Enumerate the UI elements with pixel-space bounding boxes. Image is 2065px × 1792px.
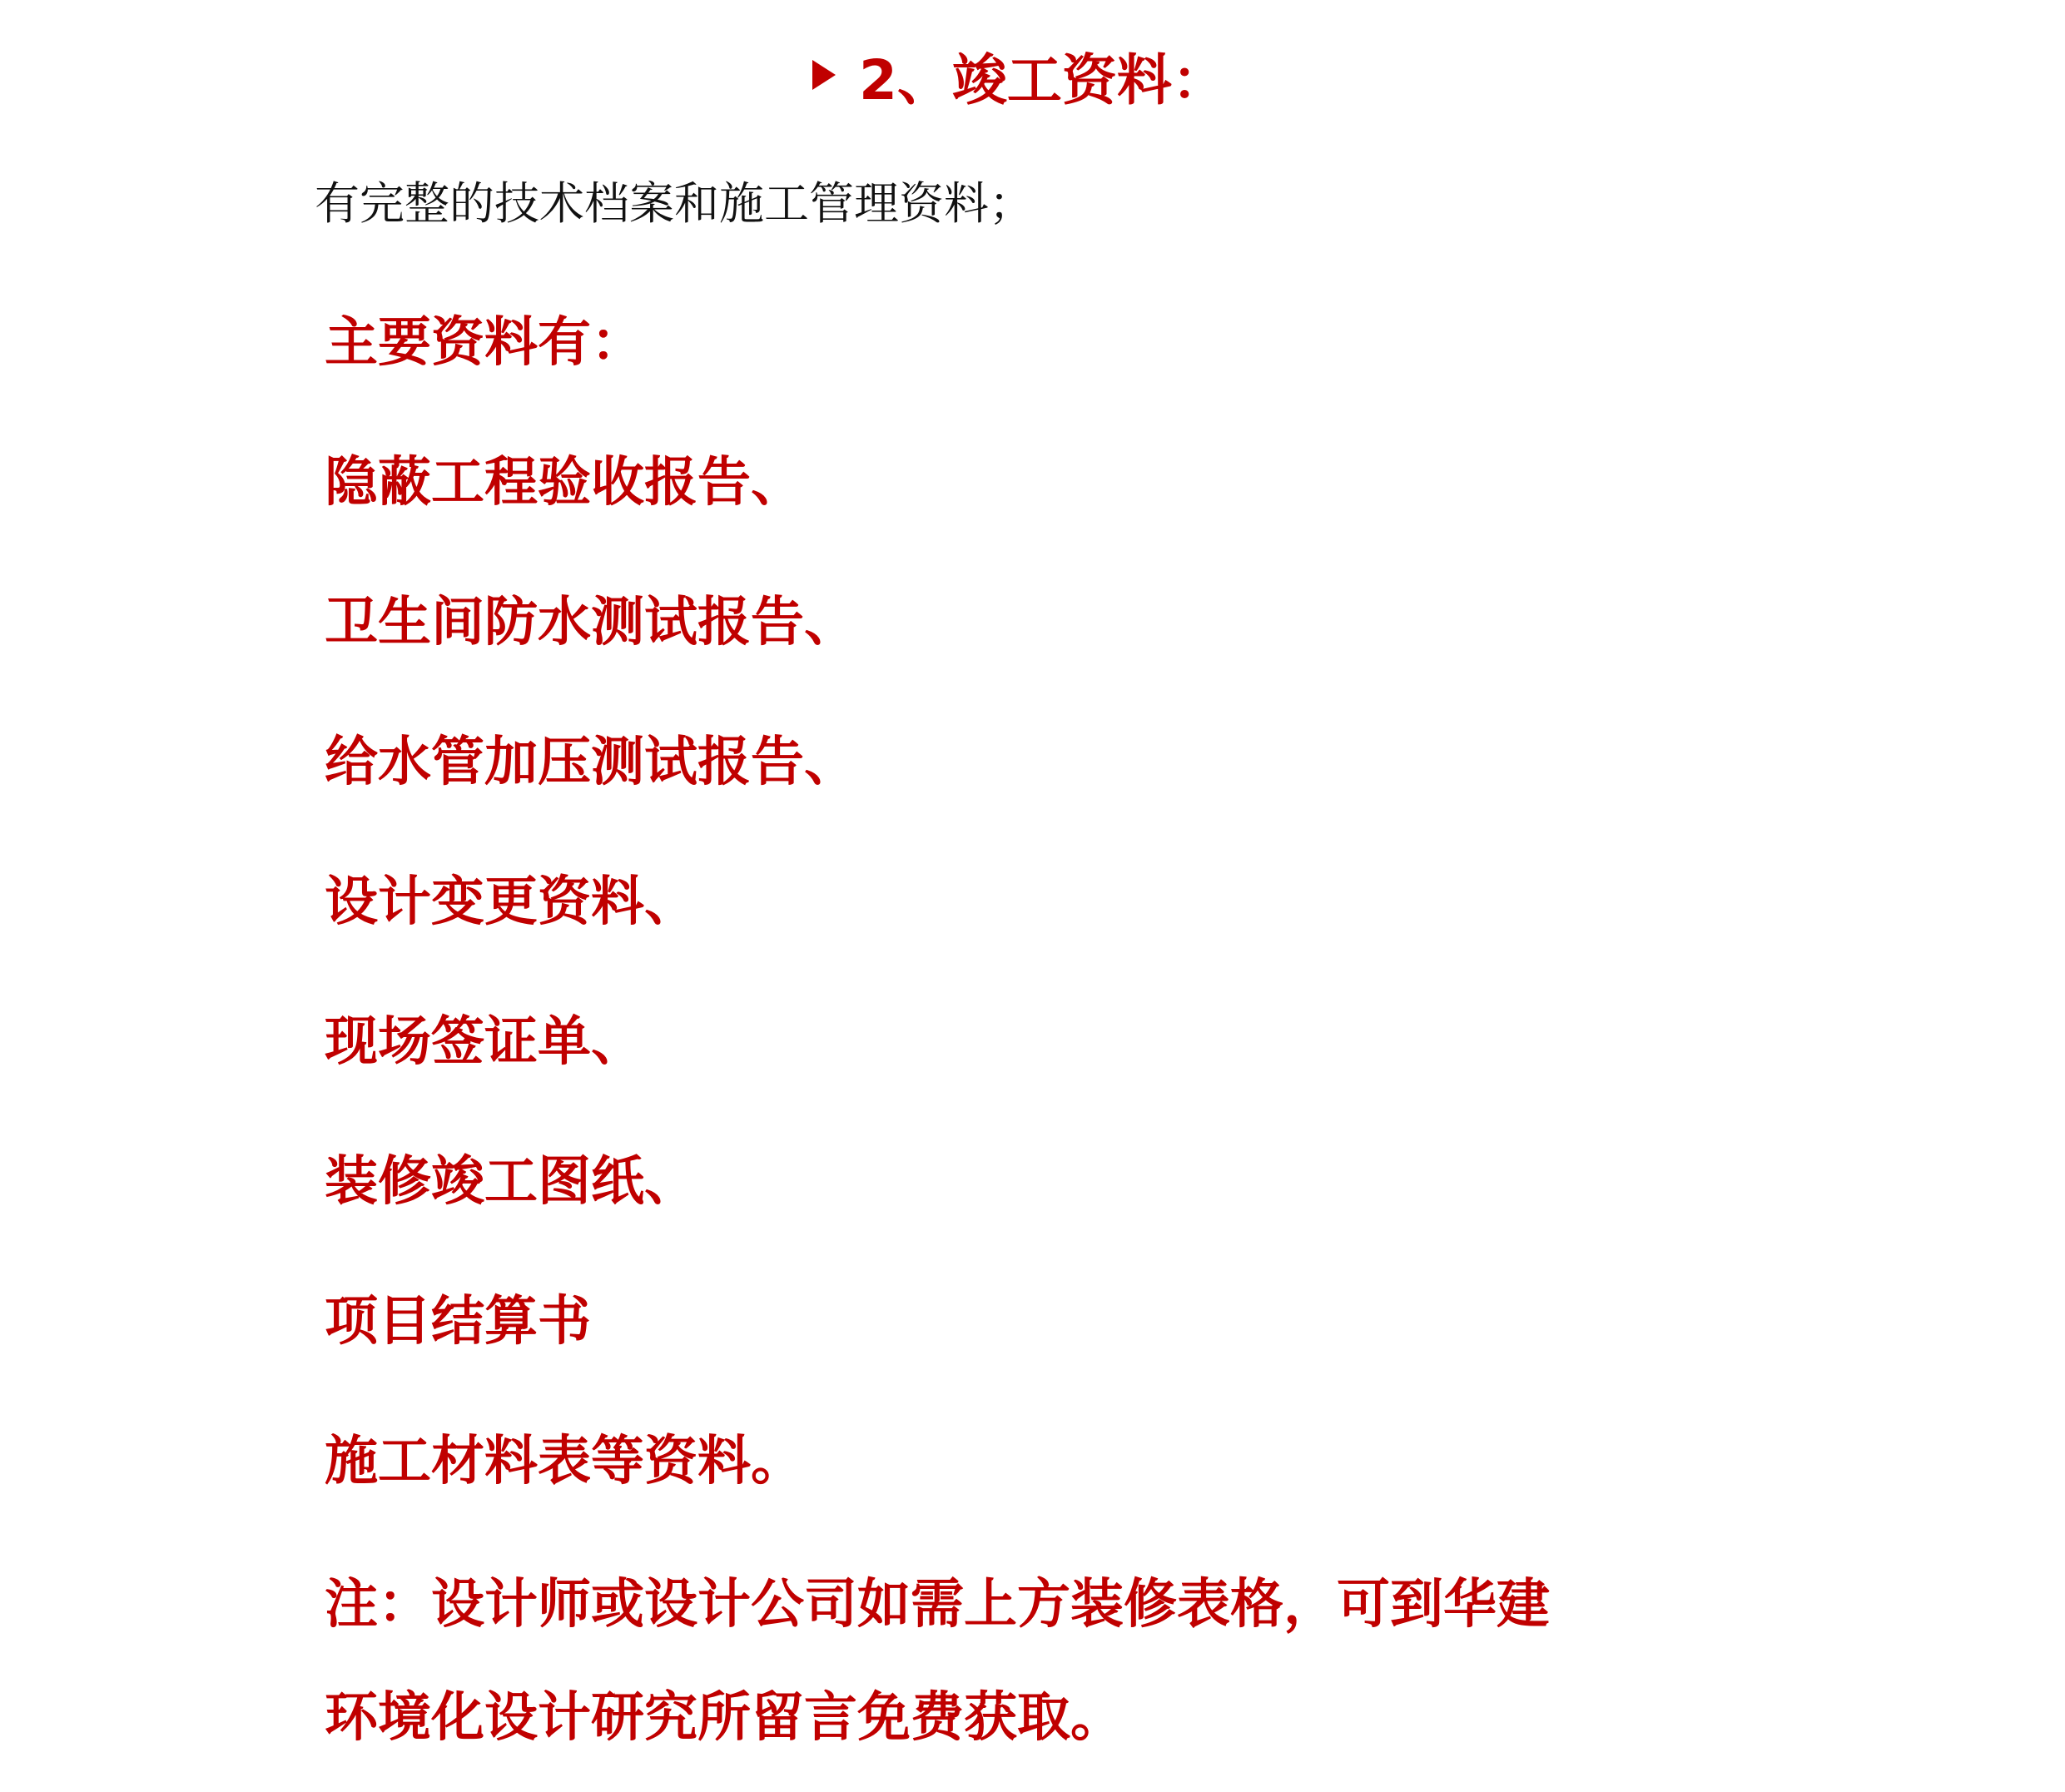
list-item: 现场签证单、	[325, 1011, 644, 1073]
list-item: 设计变更资料、	[325, 871, 697, 933]
list-item: 给水管加压测试报告、	[325, 732, 857, 793]
list-item: 卫生间防水测试报告、	[325, 592, 857, 653]
note-line-2: 环境化设计研究所留言免费获取。	[325, 1687, 1124, 1749]
main-materials-label: 主要资料有：	[325, 312, 644, 374]
list-item: 隐蔽工程验收报告、	[325, 452, 804, 514]
note-line-1: 注：设计师或设计公司如需上方装修表格，可到华建	[325, 1574, 1550, 1636]
list-item: 装修竣工图纸、	[325, 1151, 697, 1213]
triangle-bullet-icon	[812, 60, 836, 90]
section-heading	[812, 33, 1227, 117]
list-item: 项目结算书	[325, 1291, 591, 1353]
intro-text: 有完整的技术档案和施工管理资料；	[315, 177, 1034, 230]
section-heading-text: 2、竣工资料：	[859, 47, 1227, 112]
list-item: 施工材料表等资料。	[325, 1431, 804, 1492]
